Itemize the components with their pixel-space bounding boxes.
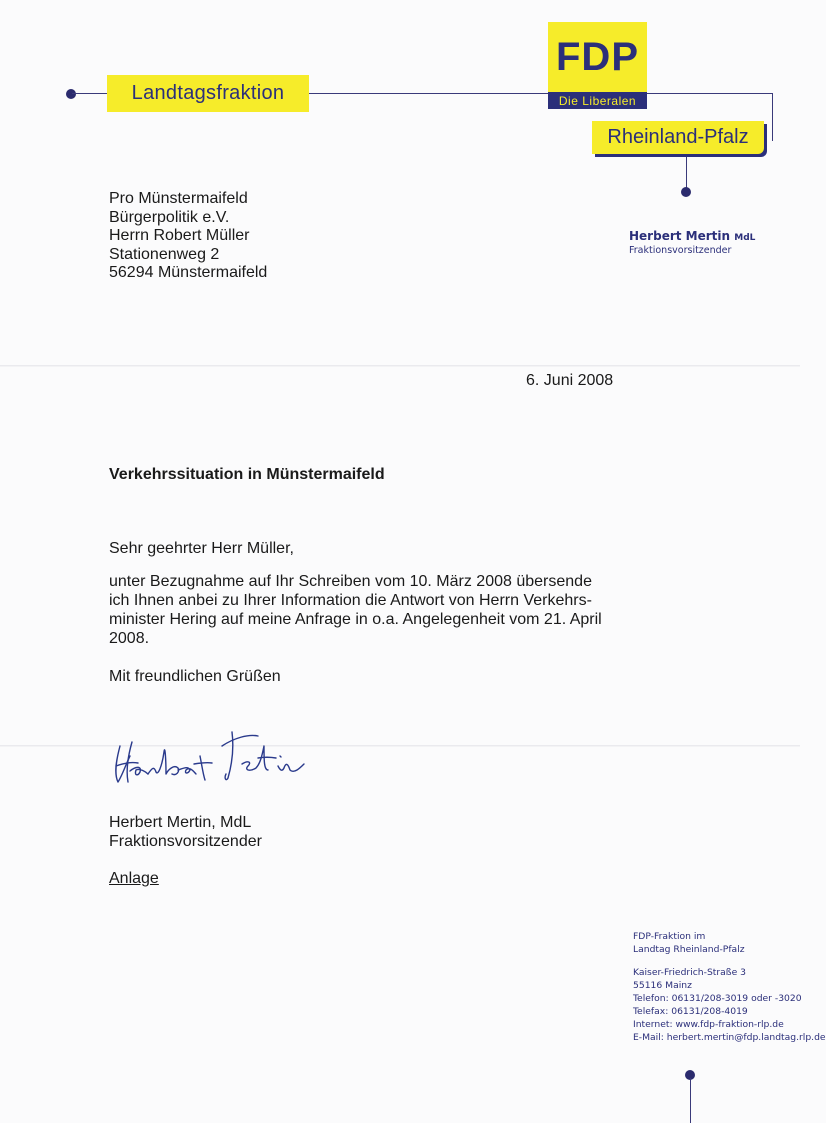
sender-role: Fraktionsvorsitzender (629, 245, 732, 256)
footer-contact (633, 930, 826, 1044)
landtagsfraktion-label: Landtagsfraktion (107, 75, 309, 112)
footer-line: Internet: www.fdp-fraktion-rlp.de (633, 1019, 784, 1030)
footer-rule (690, 1078, 691, 1123)
header-rule (686, 156, 687, 190)
signer-block (109, 813, 262, 851)
recipient-address (109, 190, 267, 283)
handwritten-signature (108, 716, 318, 796)
footer-line: FDP-Fraktion im (633, 931, 706, 942)
body-line: ich Ihnen anbei zu Ihrer Information die Antwort von Herrn Verkehrs- (109, 592, 592, 609)
fdp-logo: FDP (548, 22, 647, 92)
address-line: Pro Münstermaifeld (109, 190, 248, 207)
address-line: 56294 Münstermaifeld (109, 264, 268, 281)
body-paragraph (109, 572, 629, 648)
header-rule (772, 93, 773, 141)
body-line: 2008. (109, 630, 150, 647)
paper-fold (0, 365, 800, 367)
address-line: Bürgerpolitik e.V. (109, 208, 230, 226)
signer-name: Herbert Mertin, MdL (109, 814, 252, 831)
bullet-dot-icon (681, 187, 691, 197)
bullet-dot-icon (66, 89, 76, 99)
sender-suffix: MdL (734, 233, 756, 243)
body-line: unter Bezugnahme auf Ihr Schreiben vom 10. März 2008 übersende (109, 573, 592, 590)
address-line: Herrn Robert Müller (109, 227, 250, 244)
header-rule (309, 93, 548, 94)
closing: Mit freundlichen Grüßen (109, 668, 281, 685)
letter-date: 6. Juni 2008 (526, 372, 614, 389)
body-line: minister Hering auf meine Anfrage in o.a. Angelegenheit vom 21. April (109, 611, 602, 628)
footer-line: Telefon: 06131/208-3019 oder -3020 (633, 993, 802, 1004)
letter-subject: Verkehrssituation in Münstermaifeld (109, 466, 385, 483)
header-rule (647, 93, 772, 94)
header-rule (72, 93, 107, 94)
footer-line: 55116 Mainz (633, 980, 692, 991)
signer-role: Fraktionsvorsitzender (109, 833, 262, 850)
salutation: Sehr geehrter Herr Müller, (109, 540, 294, 557)
address-line: Stationenweg 2 (109, 245, 220, 263)
footer-line: Landtag Rheinland-Pfalz (633, 944, 745, 955)
sender-name (629, 229, 755, 243)
footer-line: Kaiser-Friedrich-Straße 3 (633, 967, 746, 978)
enclosure-label: Anlage (109, 870, 159, 887)
footer-line: Telefax: 06131/208-4019 (633, 1006, 748, 1017)
footer-line: E-Mail: herbert.mertin@fdp.landtag.rlp.de (633, 1032, 826, 1043)
fdp-logo-subtitle: Die Liberalen (548, 92, 647, 109)
state-label: Rheinland-Pfalz (592, 121, 764, 154)
sender-name-text: Herbert Mertin (629, 229, 731, 243)
